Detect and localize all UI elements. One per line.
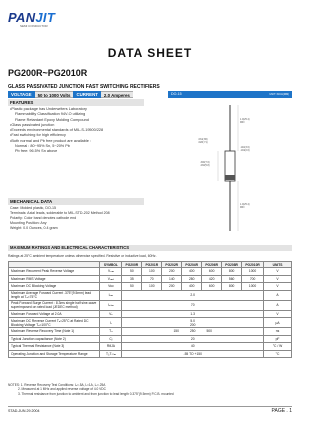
parameter-cell: Maximum Recurrent Peak Reverse Voltage: [9, 268, 100, 276]
table-row: [9, 350, 292, 358]
spec-bar: [8, 91, 133, 98]
table-row: [9, 283, 292, 291]
symbol-cell: Iₑₐᵥ: [100, 290, 122, 300]
column-header: SYMBOL: [100, 262, 122, 268]
feature-item: Flammability Classification 94V-O utilizing: [15, 112, 86, 117]
ratings-heading: MAXIMUM RATINGS AND ELECTRICAL CHARACTERISTICS: [8, 245, 292, 251]
notes-block: [8, 383, 174, 396]
part-number: PG200R~PG2010R: [8, 68, 88, 78]
unit-cell: V: [264, 268, 292, 276]
table-row: [9, 328, 292, 336]
current-value: 2.0 Amperes: [101, 91, 133, 98]
parameter-cell: Typical Junction capacitance (Note 2): [9, 335, 100, 343]
parameter-cell: Maximum Average Forward Current .375"(9.5mm) lead length at Tₐ=75°C: [9, 290, 100, 300]
symbol-cell: Vᵣₘₛ: [100, 275, 122, 283]
unit-cell: °C: [264, 350, 292, 358]
footer-page-number: PAGE . 1: [271, 408, 292, 414]
value-cell: 400: [182, 268, 202, 276]
column-header: PG200R: [122, 262, 142, 268]
package-outline-drawing: [168, 99, 292, 239]
symbol-cell: Vᵣᵣₘ: [100, 268, 122, 276]
symbol-cell: Tⱼ,Tₛₜₘ: [100, 350, 122, 358]
unit-cell: ns: [264, 328, 292, 336]
value-cell: -55 TO +150: [122, 350, 264, 358]
current-label: CURRENT: [73, 91, 100, 98]
value-cell: 600: [202, 268, 222, 276]
unit-cell: A: [264, 290, 292, 300]
note-line: 3. Thermal resistance from junction to ambient and from junction to lead length 0.375"(9.5mm) P.C.B. mounted: [18, 391, 174, 396]
note-line: 2. Measured at 1 MHz and applied reverse voltage of 4.0 VDC: [18, 387, 106, 392]
mechanical-item: Weight: 0.0 Ounces, 0.4 gram: [10, 226, 58, 231]
value-cell: 35: [122, 275, 142, 283]
value-cell: 200: [162, 283, 182, 291]
package-tag: DO-15: [171, 92, 182, 96]
unit-cell: V: [264, 275, 292, 283]
symbol-cell: Vᴅᴄ: [100, 283, 122, 291]
unit-cell: °C / W: [264, 343, 292, 351]
ratings-note: Ratings at 25°C ambient temperature unless otherwise specified. Resistive or inductive load, 60Hz.: [8, 254, 157, 258]
value-cell: 800: [222, 283, 242, 291]
logo-wordmark: [8, 10, 58, 25]
table-row: [9, 310, 292, 318]
value-cell: 2.0: [122, 290, 264, 300]
column-header: PG201R: [142, 262, 162, 268]
column-header: PG202R: [162, 262, 182, 268]
table-row: [9, 318, 292, 328]
feature-item: Pb free: 96.5% Sn above: [15, 149, 58, 154]
value-cell: 5.0 200: [122, 318, 264, 328]
product-subtitle: GLASS PASSIVATED JUNCTION FAST SWITCHING RECTIFIERS: [8, 84, 160, 90]
parameter-cell: Maximum Reverse Recovery Time (Note 1): [9, 328, 100, 336]
dim-body-diameter: .140(3.6) .104(2.6): [240, 146, 250, 152]
feature-item: • Plastic package has Underwriters Laboratory: [10, 107, 145, 112]
mechanical-item: Case: Molded plastic, DO-15: [10, 206, 56, 210]
column-header: PG204R: [182, 262, 202, 268]
table-row: [9, 275, 292, 283]
dim-lead-diameter: .034(.86) .028(.71): [198, 138, 208, 144]
document-title: DATA SHEET: [107, 46, 193, 60]
package-bar: [168, 91, 292, 98]
table-row: [9, 290, 292, 300]
table-row: [9, 300, 292, 310]
mechanical-item: Polarity: Color band denotes cathode end: [10, 216, 77, 221]
column-header: PG2010R: [242, 262, 264, 268]
ratings-table-body: [9, 268, 292, 358]
note-line: NOTES: 1. Reverse Recovery Test Conditions: Iₑ=.5A, Iᵣ=1A, Iᵣᵣ=.25A: [8, 383, 106, 387]
unit-cell: A: [264, 300, 292, 310]
symbol-cell: Cⱼ: [100, 335, 122, 343]
value-cell: 200: [162, 268, 182, 276]
mechanical-list: [10, 206, 145, 231]
value-cell: 50: [122, 268, 142, 276]
symbol-cell: Tᵣᵣ: [100, 328, 122, 336]
parameter-cell: Peak Forward Surge Current : 8.3ms single half sine-wave superimposed on rated load (JEDEC method): [9, 300, 100, 310]
features-list: [10, 107, 145, 155]
dim-lead-bottom: 1.0(25.4) MIN: [240, 203, 250, 209]
feature-item: • Fast switching for high efficiency: [10, 133, 145, 138]
table-row: [9, 343, 292, 351]
feature-item: • Glass passivated junction: [10, 123, 145, 128]
unit-cell: V: [264, 310, 292, 318]
value-cell: 20: [122, 335, 264, 343]
value-cell: 420: [202, 275, 222, 283]
value-cell: 70: [142, 275, 162, 283]
feature-item: Normal : 80~95% Sn, 5~20% Pb: [15, 144, 70, 149]
symbol-cell: Iᵣ: [100, 318, 122, 328]
value-cell: 700: [242, 275, 264, 283]
table-row: [9, 335, 292, 343]
ratings-table: [8, 261, 292, 358]
value-cell: 150 250 500: [122, 328, 264, 336]
value-cell: 40: [122, 343, 264, 351]
unit-cell: V: [264, 283, 292, 291]
table-row: [9, 268, 292, 276]
parameter-cell: Maximum Forward Voltage at 2.0A: [9, 310, 100, 318]
diode-drawing-svg: [168, 99, 292, 239]
symbol-cell: Iₑₛₘ: [100, 300, 122, 310]
parameter-cell: Maximum DC Blocking Voltage: [9, 283, 100, 291]
mechanical-item: Mounting Position: Any: [10, 221, 47, 226]
parameter-cell: Typical Thermal Resistance (Note 3): [9, 343, 100, 351]
logo-subtext: SEMI CONDUCTOR: [20, 24, 48, 28]
column-header: PG206R: [202, 262, 222, 268]
parameter-cell: Maximum RMS Voltage: [9, 275, 100, 283]
cathode-band: [225, 175, 235, 180]
value-cell: 50: [122, 283, 142, 291]
panjit-logo: [8, 10, 58, 34]
value-cell: 70: [122, 300, 264, 310]
dim-body-length: .300(7.6) .230(5.8): [200, 161, 210, 167]
value-cell: 600: [202, 283, 222, 291]
value-cell: 280: [182, 275, 202, 283]
parameter-cell: Operating Junction and Storage Temperature Range: [9, 350, 100, 358]
logo-brand-b: JIT: [35, 10, 56, 25]
value-cell: 140: [162, 275, 182, 283]
value-cell: 560: [222, 275, 242, 283]
symbol-cell: Vₑ: [100, 310, 122, 318]
unit-cell: pF: [264, 335, 292, 343]
mechanical-item: Terminals: Axial leads, solderable to MIL-STD-202 Method 208: [10, 211, 110, 216]
feature-item: Flame Retardant Epoxy Molding Compound: [15, 117, 89, 122]
dim-lead-top: 1.0(25.4) MIN: [240, 118, 250, 124]
footer-date-code: STAD-JUN.29.2004: [8, 409, 40, 413]
parameter-cell: Maximum DC Reverse Current Tₐ=25°C at Rated DC Blocking Voltage Tₐ=100°C: [9, 318, 100, 328]
voltage-value: 50 to 1000 Volts: [35, 91, 74, 98]
value-cell: 100: [142, 268, 162, 276]
value-cell: 400: [182, 283, 202, 291]
value-cell: 1.3: [122, 310, 264, 318]
value-cell: 100: [142, 283, 162, 291]
value-cell: 1000: [242, 268, 264, 276]
column-header: PG208R: [222, 262, 242, 268]
feature-item: • Both normal and Pb free product are available :: [10, 139, 145, 144]
column-header: UNITS: [264, 262, 292, 268]
logo-brand-a: PAN: [8, 10, 36, 25]
features-heading: FEATURES: [8, 99, 144, 106]
package-unit-note: UNIT: INCH(MM): [269, 93, 289, 96]
voltage-label: VOLTAGE: [8, 91, 35, 98]
value-cell: 1000: [242, 283, 264, 291]
value-cell: 800: [222, 268, 242, 276]
feature-item: • Exceeds environmental standards of MIL-S-19500/228: [10, 128, 145, 133]
unit-cell: μA: [264, 318, 292, 328]
footer-divider: [8, 406, 292, 407]
symbol-cell: RθJA: [100, 343, 122, 351]
mechanical-heading: MECHANICAL DATA: [8, 198, 144, 205]
